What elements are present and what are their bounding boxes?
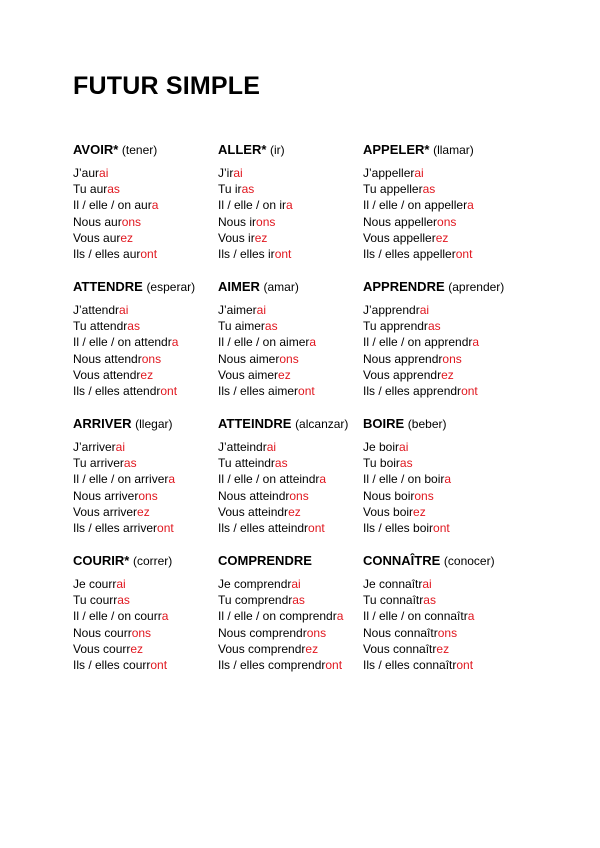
conjugation-ending: a <box>309 335 317 350</box>
conjugation-stem: Nous boir <box>363 488 415 503</box>
conjugation-line <box>218 592 363 608</box>
conjugation-line <box>363 471 523 487</box>
conjugation-stem: Il / elle / on arriver <box>73 472 169 487</box>
conjugation-stem: Vous aur <box>73 230 121 245</box>
conjugation-line <box>218 181 363 197</box>
conjugation-ending: as <box>292 593 305 608</box>
conjugation-ending: as <box>241 182 255 197</box>
page-title: FUTUR SIMPLE <box>73 72 261 100</box>
conjugation-stem: Tu atteindr <box>218 456 275 471</box>
conjugation-stem: Je comprendr <box>218 577 292 591</box>
conjugation-ending: a <box>151 198 159 213</box>
conjugation-line <box>218 302 363 318</box>
verb-name: ATTENDRE <box>73 279 143 294</box>
conjugation-line <box>218 641 363 657</box>
conjugation-stem: Il / elle / on connaîtr <box>363 609 468 624</box>
verb-block <box>218 553 363 690</box>
verb-name: APPELER* <box>363 142 430 157</box>
verb-block <box>363 142 523 279</box>
conjugation-stem: J’atteindr <box>218 440 267 454</box>
conjugation-stem: Nous aimer <box>218 351 280 366</box>
conjugation-stem: Tu aimer <box>218 319 265 334</box>
verb-header <box>73 142 218 158</box>
conjugation-line <box>218 383 363 399</box>
conjugation-ending: as <box>117 593 130 608</box>
conjugation-line <box>73 641 218 657</box>
conjugation-line <box>218 165 363 181</box>
conjugation-line <box>363 165 523 181</box>
conjugation-line <box>73 197 218 213</box>
conjugation-ending: ons <box>414 488 434 503</box>
conjugation-stem: Vous boir <box>363 504 414 519</box>
conjugation-stem: Vous appeller <box>363 230 436 245</box>
conjugation-stem: Tu appeller <box>363 182 423 197</box>
conjugation-ending: as <box>423 593 436 608</box>
conjugation-stem: Ils / elles connaîtr <box>363 658 457 673</box>
conjugation-ending: ont <box>150 658 168 673</box>
conjugation-ending: as <box>123 456 137 471</box>
conjugation-stem: Tu apprendr <box>363 319 428 334</box>
conjugation-ending: a <box>444 472 452 487</box>
conjugation-stem: Ils / elles apprendr <box>363 384 462 399</box>
conjugation-line <box>363 351 523 367</box>
conjugation-ending: ez <box>137 504 150 519</box>
conjugation-stem: Nous apprendr <box>363 351 443 366</box>
verb-name: ALLER* <box>218 142 267 157</box>
conjugation-stem: Nous aur <box>73 214 122 229</box>
conjugation-stem: Il / elle / on comprendr <box>218 609 337 624</box>
conjugation-ending: ont <box>325 658 343 673</box>
verb-grid <box>73 142 523 690</box>
conjugation-ending: ai <box>99 166 109 180</box>
verb-translation: (aprender) <box>448 280 505 294</box>
conjugation-ending: ons <box>138 488 158 503</box>
conjugation-line <box>218 504 363 520</box>
conjugation-line <box>363 504 523 520</box>
conjugation-stem: Nous connaîtr <box>363 625 438 640</box>
conjugation-stem: Ils / elles attendr <box>73 384 161 399</box>
conjugation-stem: Vous connaîtr <box>363 641 437 656</box>
conjugation-stem: Il / elle / on apprendr <box>363 335 473 350</box>
conjugation-ending: ez <box>288 504 301 519</box>
conjugation-ending: ai <box>119 303 129 317</box>
conjugation-ending: ons <box>437 214 457 229</box>
conjugation-stem: J’aimer <box>218 303 257 317</box>
conjugation-stem: Il / elle / on ir <box>218 198 287 213</box>
conjugation-ending: ai <box>116 577 126 591</box>
conjugation-stem: Nous courr <box>73 625 132 640</box>
conjugation-ending: a <box>472 335 480 350</box>
conjugation-stem: Vous atteindr <box>218 504 289 519</box>
conjugation-ending: ez <box>140 367 154 382</box>
verb-block <box>218 416 363 553</box>
conjugation-stem: Nous appeller <box>363 214 438 229</box>
conjugation-line <box>218 576 363 592</box>
conjugation-ending: ont <box>298 384 315 399</box>
conjugation-stem: Tu courr <box>73 593 118 608</box>
conjugation-stem: Tu connaîtr <box>363 593 424 608</box>
conjugation-stem: Vous arriver <box>73 504 138 519</box>
conjugation-line <box>73 439 218 455</box>
conjugation-line <box>363 625 523 641</box>
conjugation-ending: as <box>274 456 288 471</box>
conjugation-ending: ez <box>278 367 291 382</box>
conjugation-ending: ons <box>437 625 458 640</box>
conjugation-ending: ont <box>461 384 478 399</box>
conjugation-ending: ons <box>442 351 462 366</box>
conjugation-stem: Nous atteindr <box>218 488 290 503</box>
conjugation-ending: as <box>427 319 441 334</box>
verb-translation: (correr) <box>132 554 173 568</box>
conjugation-ending: ont <box>160 384 178 399</box>
conjugation-line <box>73 351 218 367</box>
conjugation-stem: J’apprendr <box>363 303 420 317</box>
conjugation-stem: Je boir <box>363 440 400 454</box>
conjugation-stem: Tu ir <box>218 182 242 197</box>
conjugation-stem: Tu attendr <box>73 319 128 334</box>
conjugation-stem: J’aur <box>73 166 100 180</box>
conjugation-ending: ai <box>233 166 243 180</box>
conjugation-line <box>218 230 363 246</box>
conjugation-line <box>73 625 218 641</box>
conjugation-line <box>73 246 218 262</box>
conjugation-stem: Il / elle / on aur <box>73 198 152 213</box>
verb-block <box>73 553 218 690</box>
verb-header <box>73 416 218 432</box>
conjugation-line <box>73 504 218 520</box>
conjugation-ending: a <box>286 198 293 213</box>
conjugation-stem: Nous ir <box>218 214 257 229</box>
conjugation-line <box>73 165 218 181</box>
conjugation-ending: ez <box>120 230 134 245</box>
conjugation-stem: Il / elle / on atteindr <box>218 472 320 487</box>
conjugation-line <box>218 471 363 487</box>
conjugation-ending: ont <box>308 521 325 536</box>
conjugation-stem: Je courr <box>73 577 117 591</box>
conjugation-stem: Vous attendr <box>73 367 141 382</box>
conjugation-line <box>73 230 218 246</box>
verb-block <box>363 553 523 690</box>
conjugation-line <box>73 657 218 673</box>
conjugation-ending: ont <box>274 247 292 262</box>
conjugation-line <box>73 455 218 471</box>
conjugation-stem: Vous aimer <box>218 367 279 382</box>
conjugation-line <box>363 657 523 673</box>
verb-header <box>218 553 363 569</box>
conjugation-stem: Il / elle / on aimer <box>218 335 310 350</box>
conjugation-line <box>363 334 523 350</box>
conjugation-line <box>218 367 363 383</box>
conjugation-ending: ai <box>256 303 267 317</box>
verb-block <box>218 142 363 279</box>
verb-header <box>218 142 363 158</box>
conjugation-ending: ez <box>254 230 268 245</box>
conjugation-line <box>363 576 523 592</box>
conjugation-ending: a <box>168 472 176 487</box>
conjugation-line <box>73 608 218 624</box>
conjugation-ending: a <box>467 609 475 624</box>
conjugation-line <box>218 439 363 455</box>
conjugation-line <box>218 214 363 230</box>
conjugation-ending: ont <box>140 247 158 262</box>
verb-block <box>73 416 218 553</box>
conjugation-stem: Il / elle / on courr <box>73 609 162 624</box>
conjugation-line <box>218 608 363 624</box>
verb-header <box>218 279 363 295</box>
conjugation-line <box>363 520 523 536</box>
conjugation-ending: ez <box>441 367 454 382</box>
conjugation-ending: ez <box>436 641 450 656</box>
conjugation-stem: Ils / elles aimer <box>218 384 299 399</box>
conjugation-line <box>73 214 218 230</box>
conjugation-line <box>218 351 363 367</box>
conjugation-line <box>73 334 218 350</box>
verb-block <box>218 279 363 416</box>
conjugation-ending: ai <box>115 440 126 454</box>
conjugation-ending: ons <box>306 625 327 640</box>
conjugation-stem: J’ir <box>218 166 234 180</box>
conjugation-stem: Ils / elles atteindr <box>218 521 309 536</box>
conjugation-ending: ez <box>305 641 319 656</box>
conjugation-stem: J’appeller <box>363 166 415 180</box>
verb-block <box>363 416 523 553</box>
verb-header <box>363 142 523 158</box>
verb-translation: (conocer) <box>443 554 495 568</box>
conjugation-ending: ons <box>141 351 162 366</box>
verb-header <box>363 553 523 569</box>
conjugation-ending: ont <box>456 658 474 673</box>
verb-translation: (tener) <box>121 143 158 157</box>
conjugation-line <box>363 197 523 213</box>
conjugation-line <box>363 455 523 471</box>
conjugation-stem: Ils / elles comprendr <box>218 658 326 673</box>
conjugation-ending: ons <box>121 214 142 229</box>
conjugation-line <box>73 367 218 383</box>
conjugation-line <box>218 318 363 334</box>
conjugation-stem: J’arriver <box>73 440 116 454</box>
verb-block <box>73 279 218 416</box>
conjugation-ending: ai <box>266 440 277 454</box>
conjugation-ending: as <box>107 182 120 197</box>
conjugation-stem: Ils / elles aur <box>73 247 141 262</box>
verb-name: ATTEINDRE <box>218 416 292 431</box>
conjugation-stem: Tu arriver <box>73 456 124 471</box>
conjugation-ending: a <box>161 609 169 624</box>
conjugation-line <box>363 181 523 197</box>
conjugation-ending: ons <box>279 351 299 366</box>
conjugation-line <box>363 367 523 383</box>
conjugation-line <box>363 439 523 455</box>
conjugation-stem: Il / elle / on attendr <box>73 335 172 350</box>
conjugation-line <box>73 181 218 197</box>
verb-header <box>363 416 523 432</box>
verb-name: AIMER <box>218 279 260 294</box>
verb-header <box>218 416 363 432</box>
conjugation-line <box>363 214 523 230</box>
conjugation-stem: Tu aur <box>73 182 108 197</box>
verb-translation: (esperar) <box>146 280 196 294</box>
verb-translation: (ir) <box>270 143 285 157</box>
conjugation-stem: Nous arriver <box>73 488 139 503</box>
conjugation-ending: ez <box>130 641 144 656</box>
conjugation-line <box>363 318 523 334</box>
conjugation-stem: Tu boir <box>363 456 400 471</box>
verb-name: COMPRENDRE <box>218 553 312 568</box>
conjugation-stem: J’attendr <box>73 303 120 317</box>
verb-translation: (llegar) <box>135 417 173 431</box>
conjugation-line <box>363 592 523 608</box>
conjugation-stem: Vous ir <box>218 230 255 245</box>
conjugation-line <box>363 383 523 399</box>
conjugation-ending: ons <box>289 488 309 503</box>
conjugation-ending: ai <box>399 440 409 454</box>
conjugation-line <box>73 383 218 399</box>
verb-header <box>73 553 218 569</box>
conjugation-line <box>218 455 363 471</box>
conjugation-line <box>73 576 218 592</box>
conjugation-stem: Vous apprendr <box>363 367 442 382</box>
conjugation-stem: Tu comprendr <box>218 593 293 608</box>
verb-header <box>73 279 218 295</box>
conjugation-stem: Il / elle / on boir <box>363 472 445 487</box>
conjugation-ending: a <box>336 609 344 624</box>
conjugation-ending: as <box>127 319 140 334</box>
verb-name: APPRENDRE <box>363 279 445 294</box>
verb-translation: (alcanzar) <box>295 417 349 431</box>
conjugation-ending: ai <box>414 166 424 180</box>
conjugation-ending: ons <box>256 214 276 229</box>
conjugation-stem: Nous comprendr <box>218 625 307 640</box>
conjugation-line <box>363 302 523 318</box>
conjugation-line <box>218 197 363 213</box>
conjugation-line <box>218 334 363 350</box>
verb-block <box>73 142 218 279</box>
conjugation-stem: Ils / elles ir <box>218 247 275 262</box>
conjugation-line <box>218 246 363 262</box>
conjugation-ending: as <box>422 182 436 197</box>
verb-name: COURIR* <box>73 553 130 568</box>
conjugation-ending: ont <box>455 247 473 262</box>
verb-name: AVOIR* <box>73 142 119 157</box>
conjugation-ending: ai <box>419 303 430 317</box>
conjugation-ending: ez <box>435 230 449 245</box>
conjugation-ending: ont <box>157 521 174 536</box>
conjugation-line <box>73 488 218 504</box>
conjugation-stem: Je connaîtr <box>363 577 423 591</box>
verb-translation: (beber) <box>407 417 447 431</box>
conjugation-stem: Vous courr <box>73 641 131 656</box>
conjugation-ending: a <box>319 472 327 487</box>
conjugation-stem: Il / elle / on appeller <box>363 198 468 213</box>
conjugation-ending: ont <box>433 521 450 536</box>
conjugation-line <box>218 657 363 673</box>
conjugation-ending: as <box>264 319 278 334</box>
verb-name: ARRIVER <box>73 416 132 431</box>
conjugation-ending: ai <box>422 577 432 591</box>
conjugation-line <box>218 488 363 504</box>
conjugation-ending: ez <box>413 504 426 519</box>
conjugation-stem: Ils / elles courr <box>73 658 151 673</box>
conjugation-ending: a <box>171 335 179 350</box>
verb-translation: (llamar) <box>433 143 474 157</box>
conjugation-line <box>363 641 523 657</box>
conjugation-line <box>363 608 523 624</box>
conjugation-stem: Ils / elles boir <box>363 521 434 536</box>
conjugation-line <box>73 520 218 536</box>
conjugation-stem: Nous attendr <box>73 351 142 366</box>
conjugation-stem: Vous comprendr <box>218 641 306 656</box>
conjugation-line <box>73 471 218 487</box>
conjugation-line <box>73 318 218 334</box>
verb-name: CONNAÎTRE <box>363 553 441 568</box>
conjugation-line <box>218 520 363 536</box>
conjugation-ending: ons <box>131 625 152 640</box>
verb-name: BOIRE <box>363 416 405 431</box>
conjugation-stem: Ils / elles arriver <box>73 521 158 536</box>
conjugation-line <box>73 302 218 318</box>
verb-block <box>363 279 523 416</box>
conjugation-line <box>363 488 523 504</box>
conjugation-ending: ai <box>291 577 301 591</box>
conjugation-line <box>363 230 523 246</box>
conjugation-line <box>218 625 363 641</box>
verb-header <box>363 279 523 295</box>
conjugation-line <box>363 246 523 262</box>
conjugation-stem: Ils / elles appeller <box>363 247 456 262</box>
conjugation-line <box>73 592 218 608</box>
conjugation-ending: a <box>467 198 474 213</box>
conjugation-ending: as <box>399 456 413 471</box>
verb-translation: (amar) <box>263 280 299 294</box>
